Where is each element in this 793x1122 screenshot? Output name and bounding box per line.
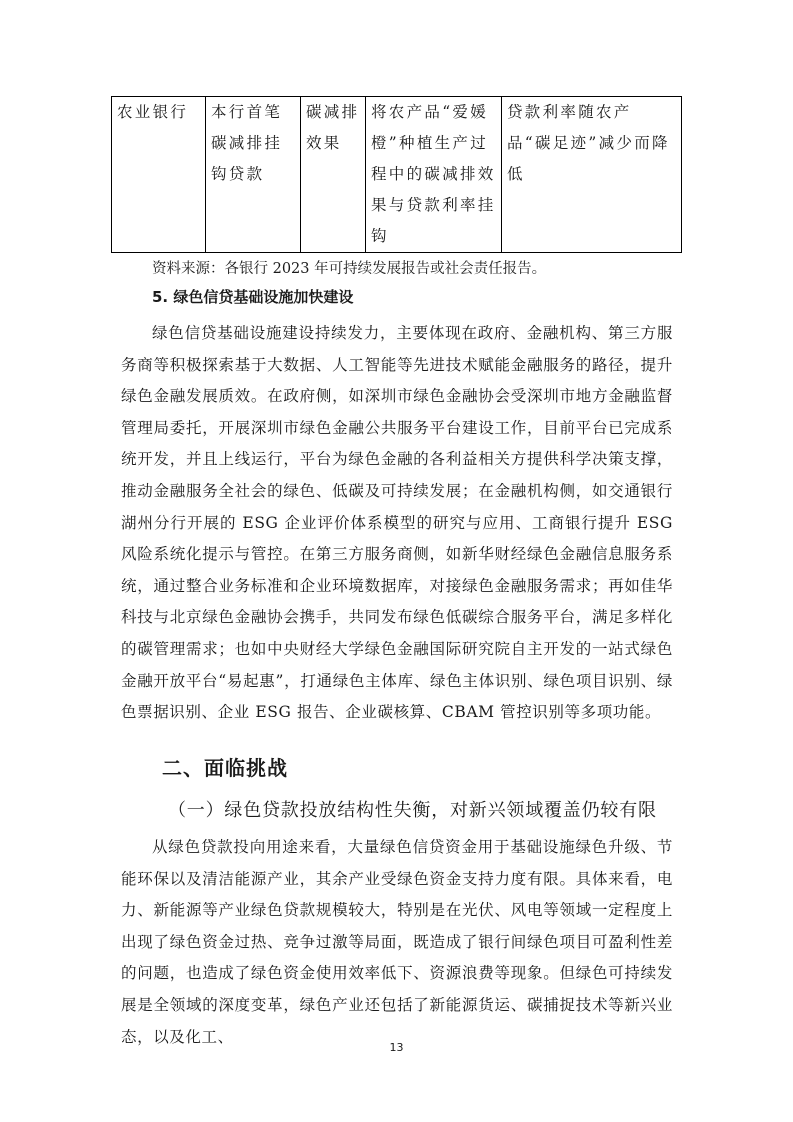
table-cell-bank: 农业银行: [112, 97, 206, 253]
table-source-note: 资料来源：各银行 2023 年可持续发展报告或社会责任报告。: [152, 261, 547, 277]
section-5-heading: 5. 绿色信贷基础设施加快建设: [152, 288, 354, 306]
table-row: [112, 97, 682, 253]
table-cell-effect: 贷款利率随农产品“碳足迹”减少而降低: [502, 97, 682, 253]
subsection-paragraph: 从绿色贷款投向用途来看，大量绿色信贷资金用于基础设施绿色升级、节能环保以及清洁能源产业，其余产业受绿色资金支持力度有限。具体来看，电力、新能源等产业绿色贷款规模较大，特别是在光伏、风电等领域一定程度上出现了绿色资金过热、竞争过激等局面，既造成了银行间绿色项目可盈利性差的问题，也造成了绿色资金使用效率低下、资源浪费等现象。但绿色可持续发展是全领域的深度变革，绿色产业还包括了新能源货运、碳捕捉技术等新兴业态，以及化工、: [121, 838, 673, 1046]
table-cell-link-type: 碳减排效果: [301, 97, 366, 253]
table-cell-mechanism: 将农产品“爱媛橙”种植生产过程中的碳减排效果与贷款利率挂钩: [366, 97, 502, 253]
bank-case-table: [111, 96, 682, 253]
table-cell-product: 本行首笔碳减排挂钩贷款: [206, 97, 301, 253]
chapter-heading: 二、面临挑战: [162, 756, 288, 780]
subsection-heading: （一）绿色贷款投放结构性失衡，对新兴领域覆盖仍较有限: [168, 800, 657, 821]
section-5-paragraph: 绿色信贷基础设施建设持续发力，主要体现在政府、金融机构、第三方服务商等积极探索基于大数据、人工智能等先进技术赋能金融服务的路径，提升绿色金融发展质效。在政府侧，如深圳市绿色金融协会受深圳市地方金融监督管理局委托，开展深圳市绿色金融公共服务平台建设工作，目前平台已完成系统开发，并且上线运行，平台为绿色金融的各利益相关方提供科学决策支撑，推动金融服务全社会的绿色、低碳及可持续发展；在金融机构侧，如交通银行湖州分行开展的 ESG 企业评价体系模型的研究与应用、工商银行提升 ESG 风险系统化提示与管控。在第三方服务商侧，如新华财经绿色金融信息服务系统，通过整合业务标准和企业环境数据库，对接绿色金融服务需求；再如佳华科技与北京绿色金融协会携手，共同发布绿色低碳综合服务平台，满足多样化的碳管理需求；也如中央财经大学绿色金融国际研究院自主开发的一站式绿色金融开放平台“易起惠”，打通绿色主体库、绿色主体识别、绿色项目识别、绿色票据识别、企业 ESG 报告、企业碳核算、CBAM 管控识别等多项功能。: [121, 324, 673, 722]
page-number: 13: [389, 1041, 404, 1054]
